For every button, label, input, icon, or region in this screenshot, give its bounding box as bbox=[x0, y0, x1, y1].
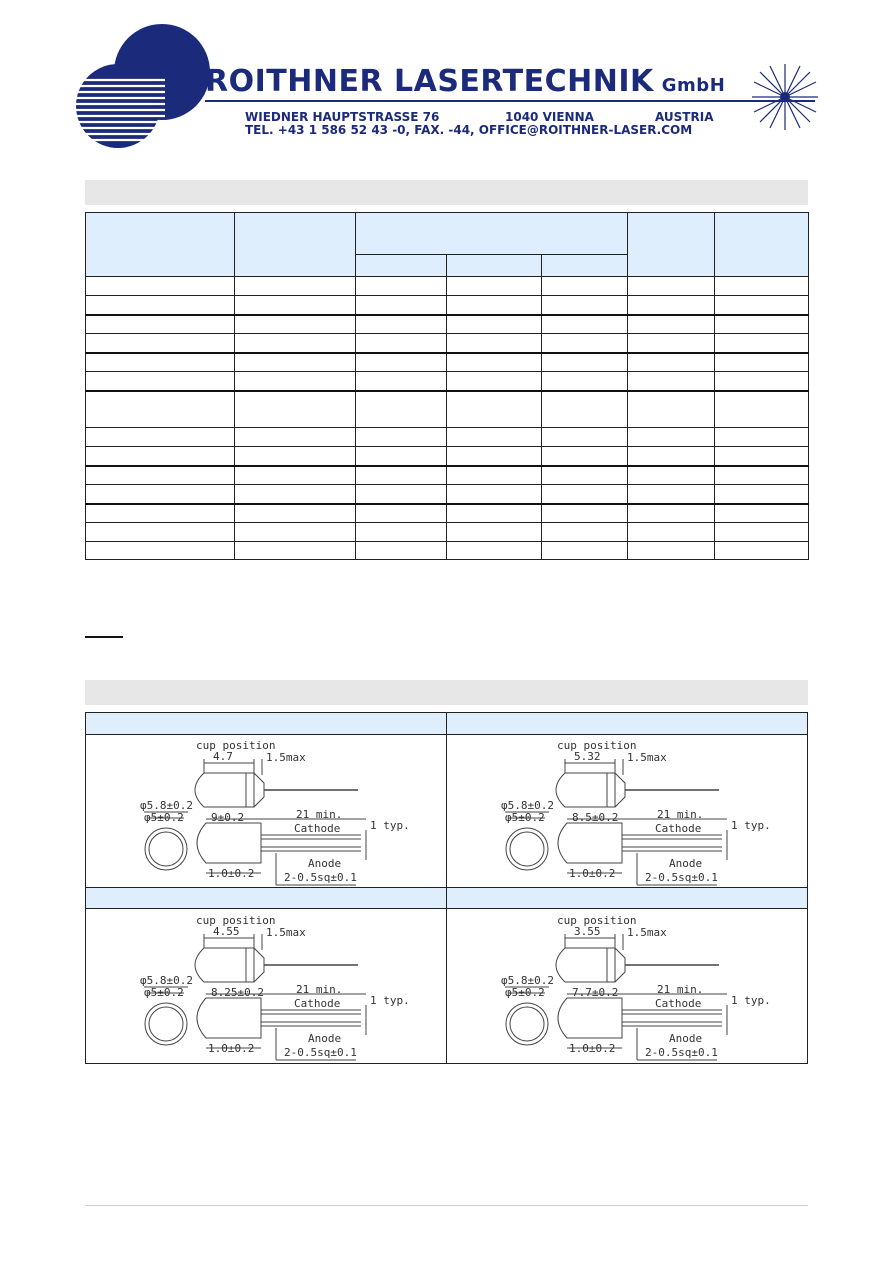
table-row bbox=[86, 542, 809, 560]
table-cell bbox=[715, 296, 809, 315]
lead-width: 1.0±0.2 bbox=[208, 867, 255, 880]
lead-width: 1.0±0.2 bbox=[569, 867, 616, 880]
table-cell bbox=[356, 485, 447, 504]
table-cell bbox=[542, 277, 628, 296]
company-name-text: ROITHNER LASERTECHNIK bbox=[205, 64, 654, 99]
drawing-header-cell bbox=[447, 887, 807, 909]
table-row bbox=[86, 523, 809, 542]
table-cell bbox=[86, 296, 235, 315]
table-cell bbox=[86, 391, 235, 428]
table-cell bbox=[628, 353, 715, 372]
table-cell bbox=[235, 353, 356, 372]
table-cell bbox=[235, 296, 356, 315]
table-cell bbox=[447, 353, 542, 372]
table-cell bbox=[542, 428, 628, 447]
table-cell bbox=[86, 542, 235, 560]
table-header-cell bbox=[542, 255, 628, 277]
table-cell bbox=[86, 315, 235, 334]
lead-square: 2-0.5sq±0.1 bbox=[284, 1046, 357, 1059]
inner-diameter: φ5±0.2 bbox=[505, 986, 545, 999]
table-cell bbox=[542, 334, 628, 353]
table-cell bbox=[542, 296, 628, 315]
table-cell bbox=[628, 523, 715, 542]
table-cell bbox=[235, 523, 356, 542]
table-cell bbox=[715, 428, 809, 447]
max-dimension: 1.5max bbox=[627, 751, 667, 764]
table-cell bbox=[542, 542, 628, 560]
table-header-cell bbox=[356, 255, 447, 277]
table-row bbox=[86, 372, 809, 391]
anode-label: Anode bbox=[308, 857, 342, 870]
table-cell bbox=[542, 504, 628, 523]
globe-logo-icon bbox=[70, 20, 210, 150]
spec-table bbox=[85, 212, 809, 560]
table-cell bbox=[356, 523, 447, 542]
table-cell bbox=[356, 372, 447, 391]
drawing-header-cell bbox=[86, 713, 446, 735]
section-header-bar bbox=[85, 180, 808, 205]
table-row bbox=[86, 391, 809, 428]
table-row bbox=[86, 466, 809, 485]
table-cell bbox=[356, 353, 447, 372]
table-cell bbox=[628, 428, 715, 447]
table-cell bbox=[356, 428, 447, 447]
table-cell bbox=[86, 447, 235, 466]
max-dimension: 1.5max bbox=[266, 926, 306, 939]
table-cell bbox=[628, 447, 715, 466]
table-cell bbox=[715, 315, 809, 334]
table-cell bbox=[628, 391, 715, 428]
lead-length: 21 min. bbox=[296, 983, 343, 996]
typ-label: 1 typ. bbox=[370, 819, 410, 832]
section-header-bar bbox=[85, 680, 808, 705]
table-cell bbox=[86, 466, 235, 485]
table-row bbox=[86, 315, 809, 334]
footer-rule bbox=[85, 1205, 808, 1206]
inner-diameter: φ5±0.2 bbox=[144, 986, 184, 999]
table-row bbox=[86, 428, 809, 447]
table-cell bbox=[715, 334, 809, 353]
cathode-label: Cathode bbox=[655, 997, 702, 1010]
table-cell bbox=[715, 542, 809, 560]
letterhead bbox=[70, 20, 830, 155]
table-cell bbox=[715, 466, 809, 485]
outer-diameter: φ5.8±0.2 bbox=[140, 974, 193, 987]
body-length: 9±0.2 bbox=[211, 811, 245, 824]
table-cell bbox=[356, 277, 447, 296]
table-cell bbox=[542, 391, 628, 428]
table-header-cell bbox=[86, 213, 235, 277]
cup-dimension: 4.55 bbox=[213, 925, 240, 938]
table-cell bbox=[235, 372, 356, 391]
note-underline bbox=[85, 636, 123, 638]
inner-diameter: φ5±0.2 bbox=[505, 811, 545, 824]
anode-label: Anode bbox=[308, 1032, 342, 1045]
table-cell bbox=[447, 523, 542, 542]
led-dimension-drawing bbox=[447, 910, 807, 1062]
body-length: 8.5±0.2 bbox=[572, 811, 619, 824]
spec-table-header bbox=[86, 213, 809, 277]
table-cell bbox=[235, 542, 356, 560]
typ-label: 1 typ. bbox=[731, 994, 771, 1007]
lead-length: 21 min. bbox=[296, 808, 343, 821]
table-cell bbox=[356, 334, 447, 353]
table-cell bbox=[235, 315, 356, 334]
spec-table-body bbox=[86, 277, 809, 560]
table-cell bbox=[86, 523, 235, 542]
drawing-header-cell bbox=[447, 713, 807, 735]
cathode-label: Cathode bbox=[655, 822, 702, 835]
table-row bbox=[86, 296, 809, 315]
table-cell bbox=[628, 466, 715, 485]
table-cell bbox=[542, 447, 628, 466]
table-cell bbox=[86, 504, 235, 523]
table-cell bbox=[235, 466, 356, 485]
laser-star-icon bbox=[750, 62, 820, 132]
table-cell bbox=[542, 315, 628, 334]
table-cell bbox=[447, 372, 542, 391]
max-dimension: 1.5max bbox=[266, 751, 306, 764]
table-cell bbox=[628, 372, 715, 391]
table-cell bbox=[542, 353, 628, 372]
table-cell bbox=[628, 334, 715, 353]
company-suffix: GmbH bbox=[661, 75, 726, 96]
body-length: 7.7±0.2 bbox=[572, 986, 619, 999]
led-dimension-drawing bbox=[86, 910, 446, 1062]
table-cell bbox=[447, 334, 542, 353]
inner-diameter: φ5±0.2 bbox=[144, 811, 184, 824]
outer-diameter: φ5.8±0.2 bbox=[501, 799, 554, 812]
table-cell bbox=[628, 504, 715, 523]
table-cell bbox=[542, 372, 628, 391]
anode-label: Anode bbox=[669, 857, 703, 870]
table-cell bbox=[235, 428, 356, 447]
cup-position-label: cup position bbox=[557, 739, 637, 752]
drawing-grid bbox=[85, 712, 808, 1064]
body-length: 8.25±0.2 bbox=[211, 986, 264, 999]
table-row bbox=[86, 353, 809, 372]
contact-line: TEL. +43 1 586 52 43 -0, FAX. -44, OFFICE@ROITHNER-LASER.COM bbox=[245, 123, 693, 137]
table-cell bbox=[356, 504, 447, 523]
lead-length: 21 min. bbox=[657, 983, 704, 996]
table-cell bbox=[542, 485, 628, 504]
lead-square: 2-0.5sq±0.1 bbox=[284, 871, 357, 884]
lead-width: 1.0±0.2 bbox=[569, 1042, 616, 1055]
table-cell bbox=[86, 277, 235, 296]
table-cell bbox=[356, 542, 447, 560]
table-cell bbox=[447, 466, 542, 485]
table-cell bbox=[235, 391, 356, 428]
table-cell bbox=[628, 315, 715, 334]
table-header-cell bbox=[356, 213, 628, 255]
lead-length: 21 min. bbox=[657, 808, 704, 821]
table-cell bbox=[356, 466, 447, 485]
table-cell bbox=[447, 485, 542, 504]
lead-square: 2-0.5sq±0.1 bbox=[645, 1046, 718, 1059]
cup-dimension: 3.55 bbox=[574, 925, 601, 938]
table-cell bbox=[447, 542, 542, 560]
table-cell bbox=[235, 447, 356, 466]
address-city: 1040 VIENNA bbox=[505, 110, 594, 124]
table-cell bbox=[715, 353, 809, 372]
table-cell bbox=[235, 334, 356, 353]
table-cell bbox=[86, 353, 235, 372]
table-header-cell bbox=[628, 213, 715, 277]
anode-label: Anode bbox=[669, 1032, 703, 1045]
table-cell bbox=[447, 391, 542, 428]
table-cell bbox=[86, 428, 235, 447]
table-cell bbox=[542, 523, 628, 542]
table-cell bbox=[447, 428, 542, 447]
table-cell bbox=[628, 542, 715, 560]
table-cell bbox=[356, 447, 447, 466]
table-cell bbox=[628, 277, 715, 296]
cup-position-label: cup position bbox=[196, 914, 276, 927]
table-cell bbox=[447, 277, 542, 296]
outer-diameter: φ5.8±0.2 bbox=[140, 799, 193, 812]
address-street: WIEDNER HAUPTSTRASSE 76 bbox=[245, 110, 440, 124]
table-cell bbox=[715, 485, 809, 504]
table-row bbox=[86, 485, 809, 504]
table-cell bbox=[628, 296, 715, 315]
table-row bbox=[86, 447, 809, 466]
table-cell bbox=[447, 504, 542, 523]
outer-diameter: φ5.8±0.2 bbox=[501, 974, 554, 987]
table-cell bbox=[447, 296, 542, 315]
cathode-label: Cathode bbox=[294, 997, 341, 1010]
cup-position-label: cup position bbox=[557, 914, 637, 927]
table-cell bbox=[235, 504, 356, 523]
table-row bbox=[86, 504, 809, 523]
table-header-cell bbox=[715, 213, 809, 277]
table-cell bbox=[715, 447, 809, 466]
table-cell bbox=[356, 315, 447, 334]
drawing-header-cell bbox=[86, 887, 446, 909]
table-cell bbox=[356, 391, 447, 428]
typ-label: 1 typ. bbox=[731, 819, 771, 832]
table-cell bbox=[86, 372, 235, 391]
table-row bbox=[86, 277, 809, 296]
table-cell bbox=[628, 485, 715, 504]
table-cell bbox=[715, 391, 809, 428]
led-dimension-drawing bbox=[86, 735, 446, 887]
table-cell bbox=[715, 372, 809, 391]
typ-label: 1 typ. bbox=[370, 994, 410, 1007]
cup-position-label: cup position bbox=[196, 739, 276, 752]
table-cell bbox=[715, 523, 809, 542]
table-cell bbox=[86, 334, 235, 353]
table-cell bbox=[447, 315, 542, 334]
table-row bbox=[86, 334, 809, 353]
table-cell bbox=[356, 296, 447, 315]
company-name bbox=[205, 64, 725, 99]
cup-dimension: 4.7 bbox=[213, 750, 233, 763]
table-header-cell bbox=[447, 255, 542, 277]
lead-width: 1.0±0.2 bbox=[208, 1042, 255, 1055]
max-dimension: 1.5max bbox=[627, 926, 667, 939]
lead-square: 2-0.5sq±0.1 bbox=[645, 871, 718, 884]
table-cell bbox=[235, 485, 356, 504]
header-rule bbox=[205, 100, 815, 102]
cup-dimension: 5.32 bbox=[574, 750, 601, 763]
cathode-label: Cathode bbox=[294, 822, 341, 835]
table-cell bbox=[447, 447, 542, 466]
table-cell bbox=[542, 466, 628, 485]
table-cell bbox=[86, 485, 235, 504]
table-cell bbox=[715, 504, 809, 523]
table-header-cell bbox=[235, 213, 356, 277]
table-cell bbox=[235, 277, 356, 296]
table-cell bbox=[715, 277, 809, 296]
address-country: AUSTRIA bbox=[655, 110, 714, 124]
led-dimension-drawing bbox=[447, 735, 807, 887]
